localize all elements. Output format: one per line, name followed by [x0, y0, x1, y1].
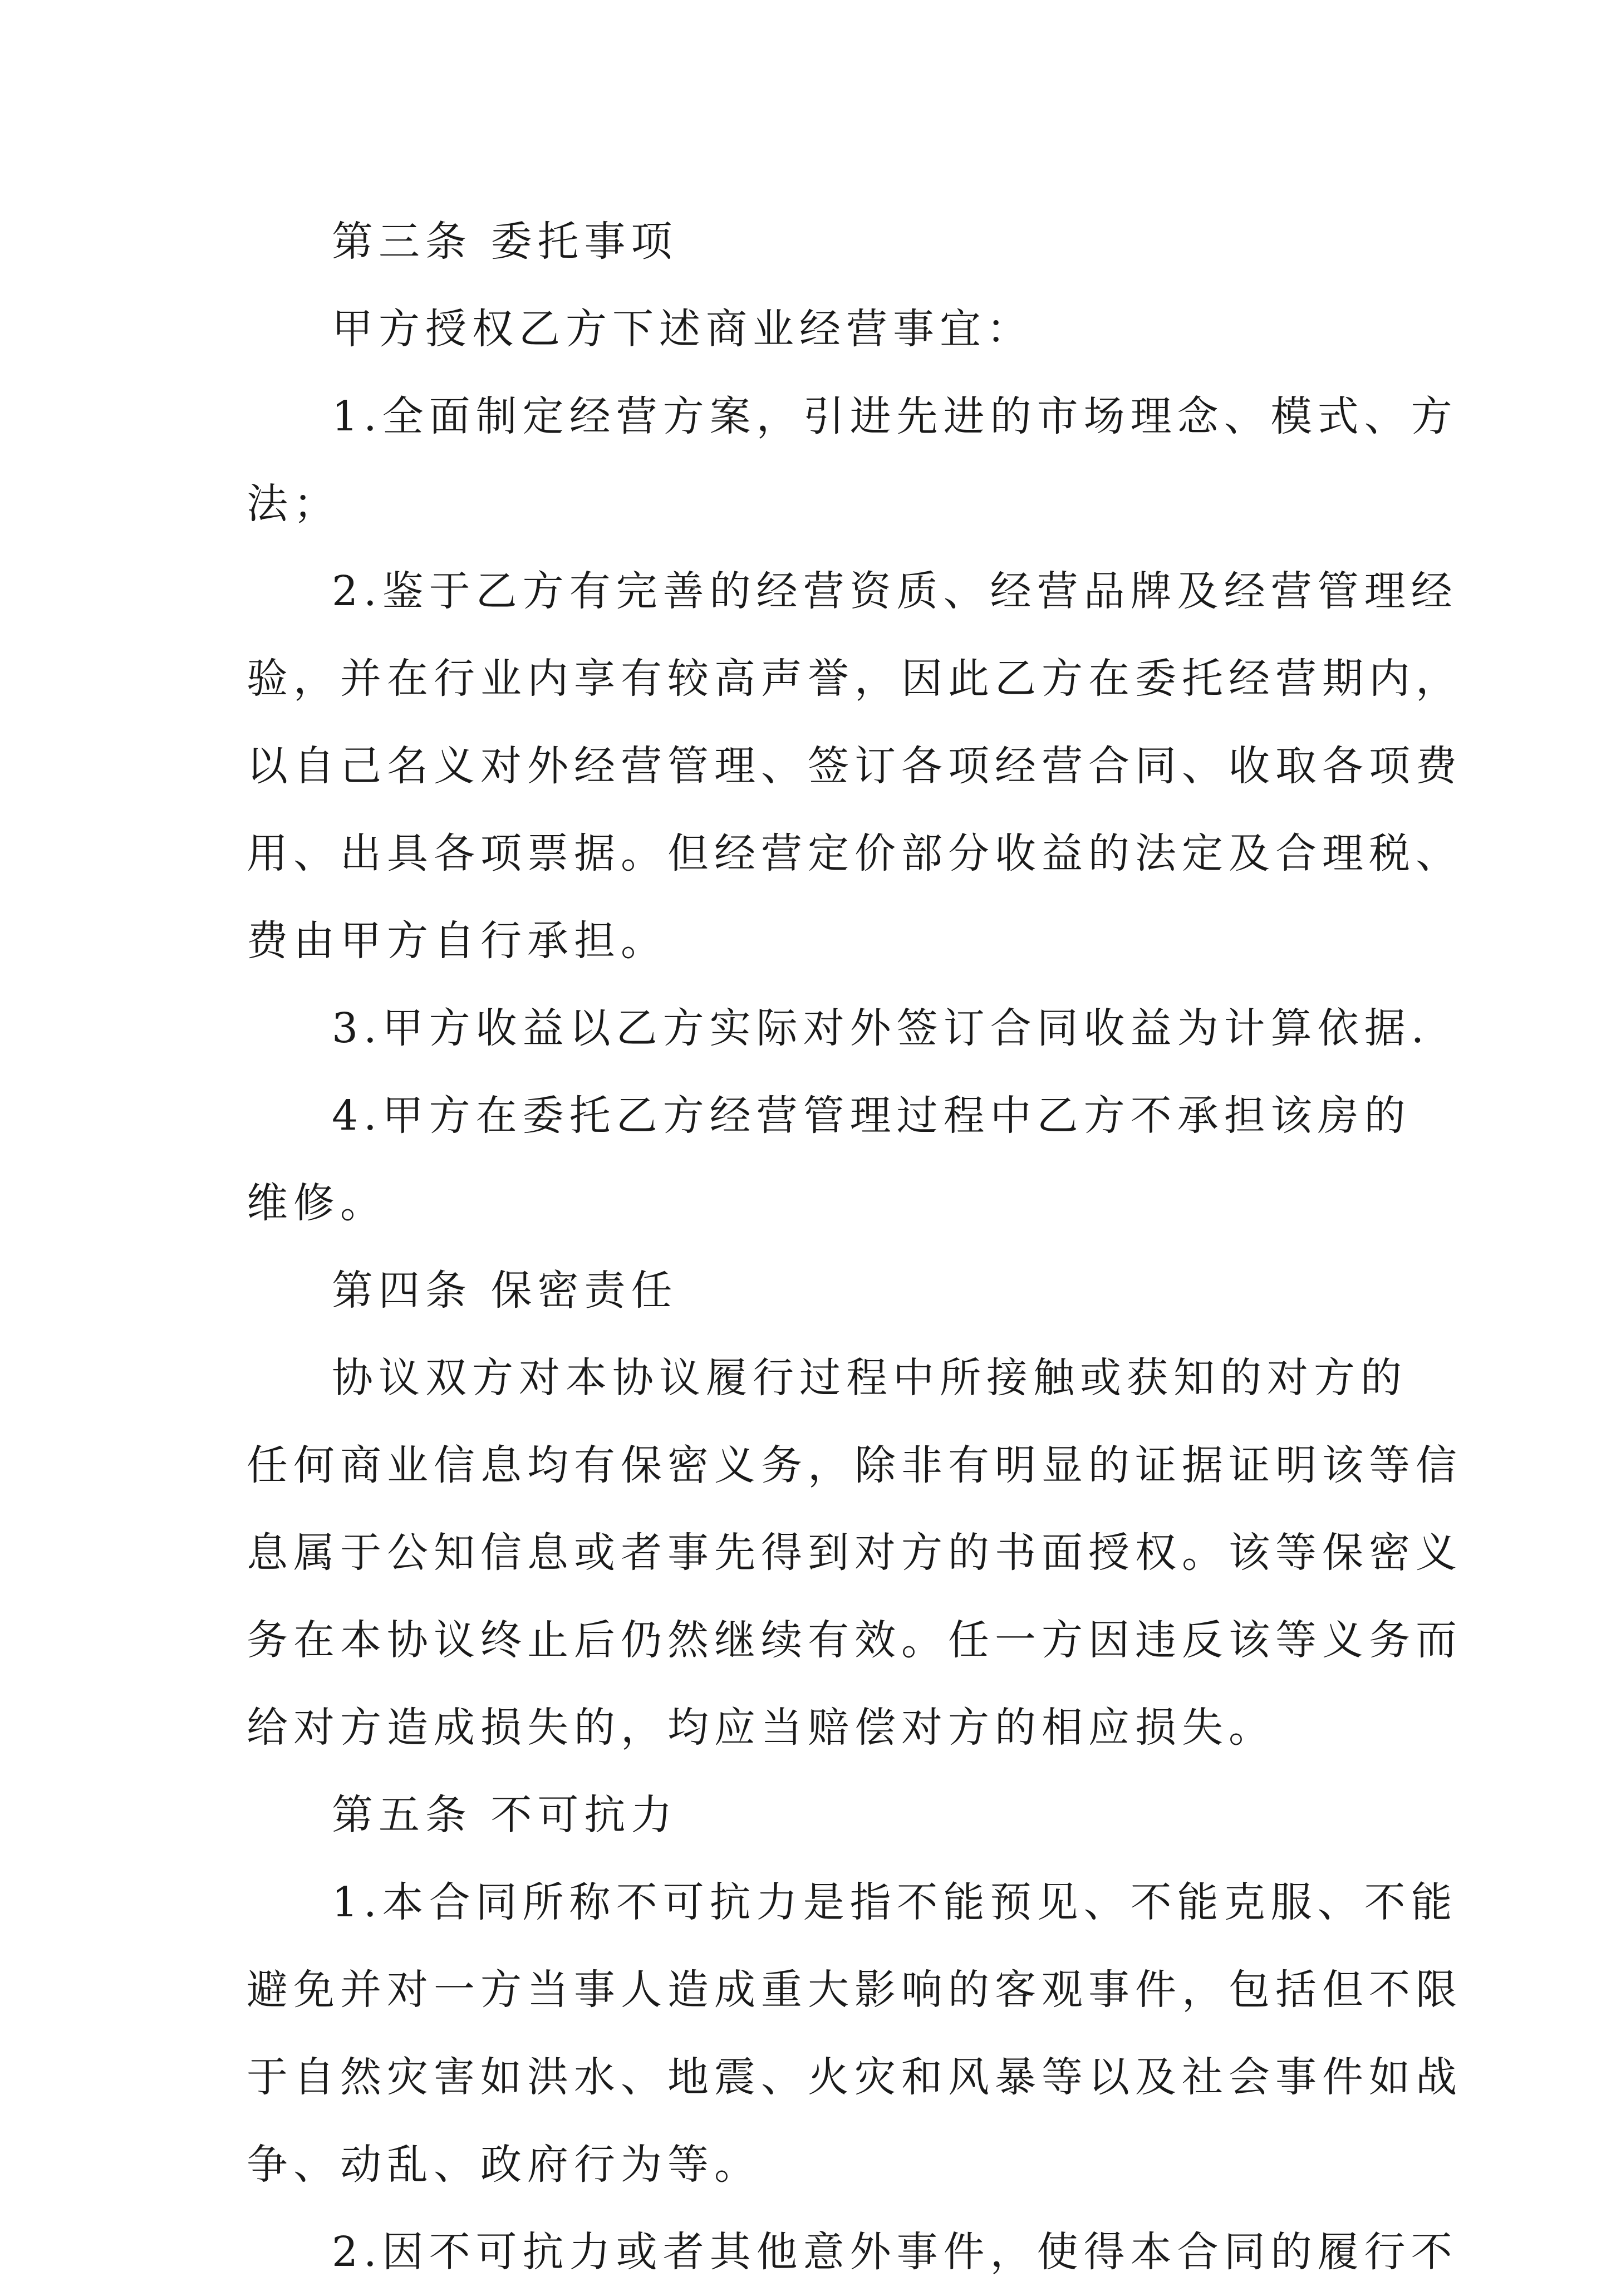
- text-line: 2.鉴于乙方有完善的经营资质、经营品牌及经营管理经: [332, 567, 1458, 615]
- article-4-heading: [247, 1247, 1377, 1335]
- text-line: 任何商业信息均有保密义务，除非有明显的证据证明该等信: [247, 1441, 1462, 1489]
- article-3-item-1: [247, 373, 1458, 548]
- text-line: 第三条 委托事项: [332, 218, 678, 266]
- text-line: 于自然灾害如洪水、地震、火灾和风暴等以及社会事件如战: [247, 2053, 1462, 2101]
- article-3-intro: [247, 286, 1377, 373]
- article-3-item-2: [247, 548, 1462, 985]
- text-line: 避免并对一方当事人造成重大影响的客观事件，包括但不限: [247, 1966, 1462, 2014]
- text-line: 用、出具各项票据。但经营定价部分收益的法定及合理税、: [247, 830, 1462, 877]
- article-5-item-1: [247, 1859, 1462, 2209]
- text-line: 给对方造成损失的，均应当赔偿对方的相应损失。: [247, 1704, 1275, 1752]
- text-line: 3.甲方收益以乙方实际对外签订合同收益为计算依据.: [332, 1004, 1430, 1052]
- article-5-heading: [247, 1772, 1377, 1859]
- text-line: 费由甲方自行承担。: [247, 917, 667, 965]
- text-line: 验，并在行业内享有较高声誉，因此乙方在委托经营期内，: [247, 655, 1462, 703]
- text-line: 以自己名义对外经营管理、签订各项经营合同、收取各项费: [247, 742, 1462, 790]
- text-line: 务在本协议终止后仍然继续有效。任一方因违反该等义务而: [247, 1616, 1462, 1664]
- article-4-body: [247, 1335, 1462, 1772]
- text-line: 协议双方对本协议履行过程中所接触或获知的对方的: [332, 1354, 1407, 1402]
- text-line: 维修。: [247, 1179, 387, 1227]
- document-page: [247, 198, 1462, 2296]
- text-line: 息属于公知信息或者事先得到对方的书面授权。该等保密义: [247, 1529, 1462, 1577]
- text-line: 甲方授权乙方下述商业经营事宜：: [332, 305, 1033, 353]
- text-line: 法；: [247, 480, 340, 528]
- text-line: 1.本合同所称不可抗力是指不能预见、不能克服、不能: [332, 1878, 1458, 1926]
- text-line: 4.甲方在委托乙方经营管理过程中乙方不承担该房的: [332, 1092, 1411, 1140]
- text-line: 2.因不可抗力或者其他意外事件，使得本合同的履行不: [332, 2228, 1458, 2276]
- text-line: 第五条 不可抗力: [332, 1791, 678, 1839]
- article-3-heading: [247, 198, 1377, 286]
- article-3-item-3: [247, 985, 1430, 1072]
- text-line: 1.全面制定经营方案，引进先进的市场理念、模式、方: [332, 393, 1458, 440]
- text-line: 第四条 保密责任: [332, 1267, 678, 1314]
- text-line: 争、动乱、政府行为等。: [247, 2141, 761, 2189]
- article-3-item-4: [247, 1072, 1411, 1247]
- article-5-item-2: [247, 2209, 1458, 2296]
